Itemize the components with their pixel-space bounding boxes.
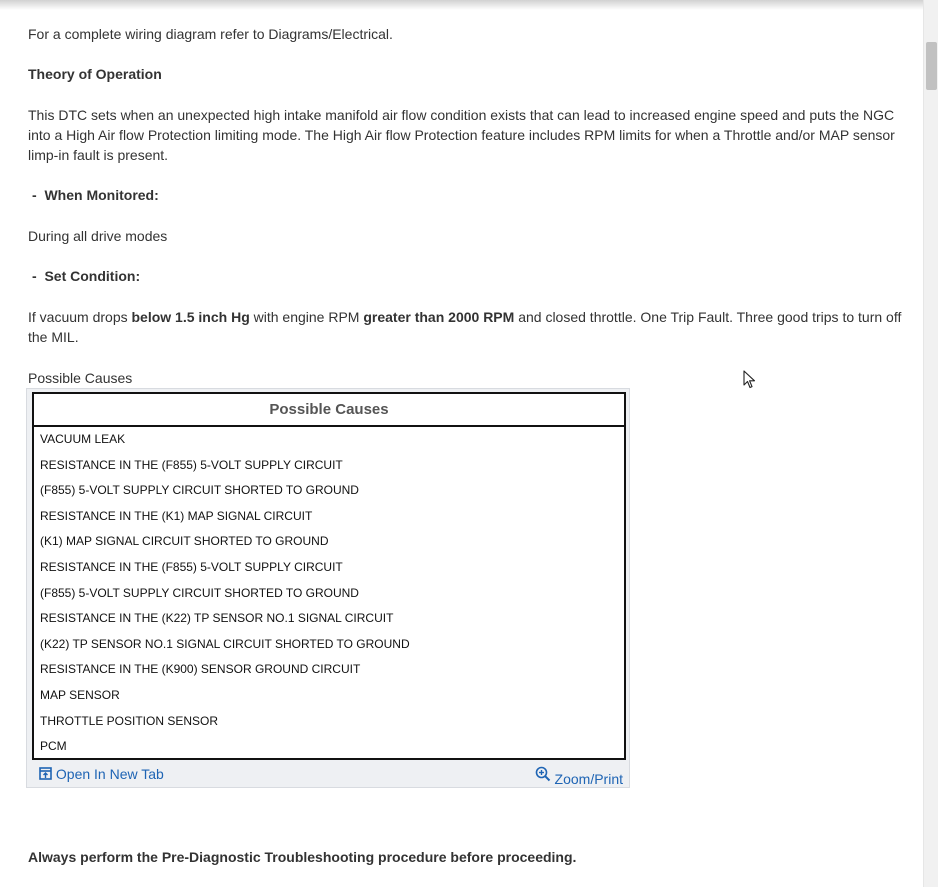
table-row: (F855) 5-VOLT SUPPLY CIRCUIT SHORTED TO GROUND (40, 483, 359, 498)
zoom-in-icon (535, 766, 551, 782)
table-row: RESISTANCE IN THE (F855) 5-VOLT SUPPLY CIRCUIT (40, 457, 343, 472)
possible-causes-table (32, 392, 626, 760)
list-dash: - (32, 268, 37, 284)
theory-body: This DTC sets when an unexpected high intake manifold air flow condition exists that can lead to increased engine speed and puts the NGC into a High Air flow Protection limiting mode. The High Air flow Protection feature includes RPM limits for when a Throttle and/or MAP sensor limp-in fault is present. (28, 107, 895, 163)
scrollbar-thumb[interactable] (926, 42, 937, 90)
set-condition-label: Set Condition: (44, 268, 141, 284)
rpm-threshold: greater than 2000 RPM (363, 309, 515, 325)
causes-list (34, 427, 624, 760)
vacuum-threshold: below 1.5 inch Hg (131, 309, 250, 325)
table-row: RESISTANCE IN THE (F855) 5-VOLT SUPPLY CIRCUIT (40, 559, 343, 574)
wiring-note: For a complete wiring diagram refer to Diagrams/Electrical. (28, 26, 393, 42)
mouse-pointer-icon (743, 370, 757, 390)
when-monitored-heading (28, 185, 908, 205)
table-row: RESISTANCE IN THE (K900) SENSOR GROUND CIRCUIT (40, 662, 361, 677)
possible-causes-figure (26, 388, 630, 788)
when-monitored-value: During all drive modes (28, 228, 168, 244)
zoom-print-link[interactable] (535, 766, 623, 787)
set-condition-heading (28, 266, 908, 286)
figure-toolbar (27, 761, 629, 787)
theory-heading: Theory of Operation (28, 66, 162, 82)
zoom-print-label: Zoom/Print (554, 771, 623, 787)
table-row: RESISTANCE IN THE (K1) MAP SIGNAL CIRCUIT (40, 508, 313, 523)
possible-causes-caption: Possible Causes (28, 370, 133, 386)
table-row: (K22) TP SENSOR NO.1 SIGNAL CIRCUIT SHORTED TO GROUND (40, 636, 410, 651)
table-row: MAP SENSOR (40, 687, 120, 702)
set-condition-text-3: and closed throttle. One Trip Fault. Three good trips to turn off the MIL. (28, 309, 902, 345)
pre-diagnostic-note: Always perform the Pre-Diagnostic Troubleshooting procedure before proceeding. (28, 849, 577, 865)
open-new-tab-label: Open In New Tab (55, 766, 164, 782)
open-new-tab-link[interactable] (39, 766, 164, 782)
table-row: (F855) 5-VOLT SUPPLY CIRCUIT SHORTED TO GROUND (40, 585, 359, 600)
set-condition-text (28, 307, 908, 347)
when-monitored-label: When Monitored: (44, 187, 159, 203)
header-shadow (0, 0, 924, 10)
table-row: RESISTANCE IN THE (K22) TP SENSOR NO.1 SIGNAL CIRCUIT (40, 611, 394, 626)
open-new-tab-icon (39, 767, 52, 780)
table-row: THROTTLE POSITION SENSOR (40, 713, 219, 728)
table-row: (K1) MAP SIGNAL CIRCUIT SHORTED TO GROUND (40, 534, 329, 549)
table-row: VACUUM LEAK (40, 432, 126, 446)
table-title: Possible Causes (34, 394, 624, 427)
list-dash: - (32, 187, 37, 203)
table-row: PCM (40, 739, 67, 754)
page-scrollbar[interactable] (923, 0, 938, 887)
set-condition-text-2: with engine RPM (249, 309, 364, 325)
set-condition-text-1: If vacuum drops (28, 309, 132, 325)
